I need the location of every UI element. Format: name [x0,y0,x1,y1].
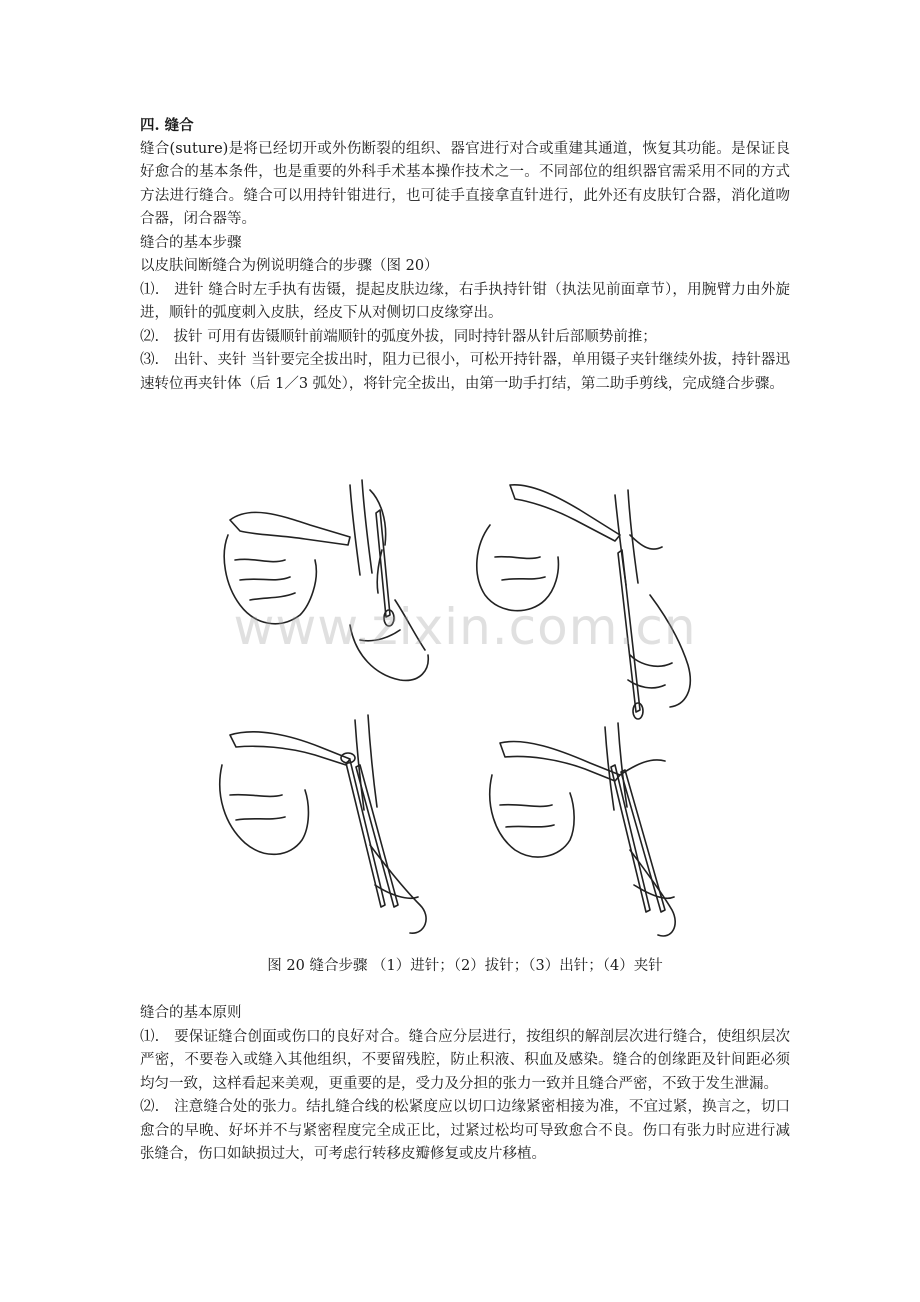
watermark: www.zixin.com.cn [233,598,697,656]
principles-section [140,1002,790,1167]
principle-item-2: ⑵. 注意缝合处的张力。结扎缝合线的松紧度应以切口边缘紧密相接为准，不宜过紧，换言之，切口愈合的早晚、好坏并不与紧密程度完全成正比，过紧过松均可导致愈合不良。伤口有张力时应进行减张缝合，伤口如缺损过大，可考虑行转移皮瓣修复或皮片移植。 [140,1099,790,1162]
steps-heading: 缝合的基本步骤 [140,234,242,251]
principle-item-1: ⑴. 要保证缝合创面或伤口的良好对合。缝合应分层进行，按组织的解剖层次进行缝合，使组织层次严密，不要卷入或缝入其他组织，不要留残腔，防止积液、积血及感染。缝合的创缘距及针间距必须均匀一致，这样看起来美观，更重要的是，受力及分担的张力一致并且缝合严密，不致于发生泄漏。 [140,1028,790,1092]
panel-3-needle-exit [220,715,426,933]
panel-4-needle-clamp [490,723,675,936]
section-intro [140,114,790,396]
step-item-3: ⑶. 出针、夹针 当针要完全拔出时，阻力已很小，可松开持针器，单用镊子夹针继续外拔，持针器迅速转位再夹针体（后 1／3 弧处），将针完全拔出，由第一助手打结，第二助手剪线，完成缝合步骤。 [140,352,790,392]
intro-paragraph: 缝合(suture)是将已经切开或外伤断裂的组织、器官进行对合或重建其通道，恢复其功能。是保证良好愈合的基本条件，也是重要的外科手术基本操作技术之一。不同部位的组织器官需采用不同的方式方法进行缝合。缝合可以用持针钳进行，也可徒手直接拿直针进行，此外还有皮肤钉合器，消化道吻合器，闭合器等。 [140,140,790,227]
figure-caption: 图 20 缝合步骤 （1）进针；（2）拔针；（3）出针；（4）夹针 [267,958,663,974]
step-item-2: ⑵. 拔针 可用有齿镊顺针前端顺针的弧度外拔，同时持针器从针后部顺势前推； [140,328,657,345]
steps-lead: 以皮肤间断缝合为例说明缝合的步骤（图 20） [140,258,439,274]
section-title: 四. 缝合 [140,117,194,134]
suture-steps-figure [210,465,710,950]
panel-1-needle-entry [224,480,428,680]
suture-illustration [210,465,710,950]
principles-heading: 缝合的基本原则 [140,1005,242,1021]
step-item-1: ⑴. 进针 缝合时左手执有齿镊，提起皮肤边缘，右手执持针钳（执法见前面章节），用腕臂力由外旋进，顺针的弧度刺入皮肤，经皮下从对侧切口皮缘穿出。 [140,281,790,321]
panel-2-needle-pull [477,485,690,719]
